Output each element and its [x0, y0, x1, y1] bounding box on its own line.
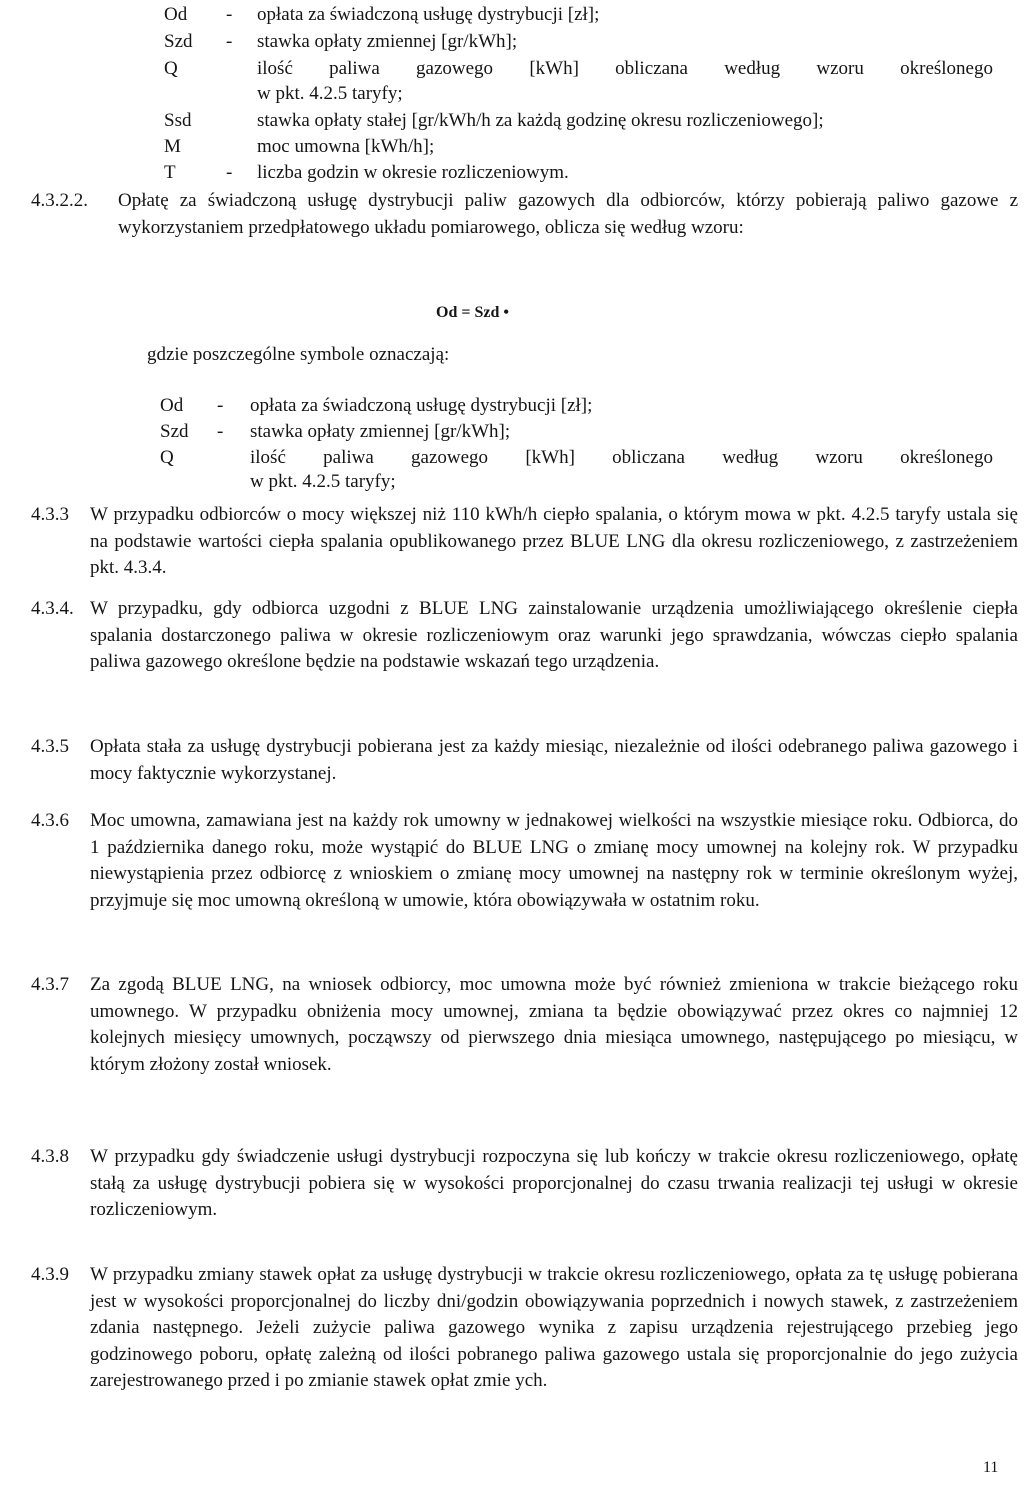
- section-number: 4.3.3: [31, 504, 69, 525]
- def-text: opłata za świadczoną usługę dystrybucji [zł];: [257, 4, 600, 25]
- def-symbol: Q: [164, 58, 178, 79]
- section-text: Opłata stała za usługę dystrybucji pobierana jest za każdy miesiąc, niezależnie od ilości odebranego paliwa gazowego i mocy faktycznie wykorzystanej.: [90, 736, 1018, 784]
- def-symbol: Szd: [160, 421, 189, 442]
- formula: Od = Szd •: [436, 304, 509, 321]
- def-dash: -: [226, 162, 233, 183]
- def-symbol: Szd: [164, 31, 193, 52]
- def-text: ilość paliwa gazowego [kWh] obliczana według wzoru określonego: [257, 58, 993, 79]
- section-text: Za zgodą BLUE LNG, na wniosek odbiorcy, moc umowna może być również zmieniona w trakcie bieżącego roku umownego. W przypadku obniżenia mocy umownej, zmiana ta będzie obowiązywać przez okres co najmniej 12 kolejnych miesięcy umownych, począwszy od pierwszego dnia miesiąca umownego, następującego po miesiącu, w którym złożony został wniosek.: [90, 974, 1018, 1075]
- def-symbol: T: [164, 162, 176, 183]
- where-clause: gdzie poszczególne symbole oznaczają:: [147, 344, 450, 365]
- def-text-continuation: w pkt. 4.2.5 taryfy;: [257, 83, 403, 104]
- def-text: stawka opłaty stałej [gr/kWh/h za każdą godzinę okresu rozliczeniowego];: [257, 110, 824, 131]
- def-text: ilość paliwa gazowego [kWh] obliczana według wzoru określonego: [250, 447, 993, 468]
- section-text: W przypadku zmiany stawek opłat za usługę dystrybucji w trakcie okresu rozliczeniowego, opłata za tę usługę pobierana jest w wysokości proporcjonalnej do liczby dni/godzin obowiązywania poprzednich i nowych stawek, z zastrzeżeniem zdania następnego. Jeżeli zużycie paliwa gazowego wynika z zapisu urządzenia rejestrującego przebieg jego godzinowego poboru, opłatę zależną od ilości pobranego paliwa gazowego ustala się proporcjonalnie do jego zużycia zarejestrowanego przed i po zmianie stawek opłat zmie ych.: [90, 1264, 1018, 1391]
- def-text: stawka opłaty zmiennej [gr/kWh];: [257, 31, 518, 52]
- def-symbol: Od: [164, 4, 188, 25]
- section-number: 4.3.4.: [31, 598, 74, 619]
- def-symbol: M: [164, 136, 181, 157]
- def-dash: -: [226, 4, 233, 25]
- def-dash: -: [217, 395, 224, 416]
- def-dash: -: [226, 31, 233, 52]
- section-number: 4.3.5: [31, 736, 69, 757]
- def-symbol: Q: [160, 447, 174, 468]
- def-text-continuation: w pkt. 4.2.5 taryfy;: [250, 471, 396, 492]
- def-symbol: Ssd: [164, 110, 192, 131]
- section-text: Opłatę za świadczoną usługę dystrybucji paliw gazowych dla odbiorców, którzy pobierają paliwo gazowe z wykorzystaniem przedpłatowego układu pomiarowego, oblicza się według wzoru:: [118, 190, 1018, 238]
- def-symbol: Od: [160, 395, 184, 416]
- page-number: 11: [983, 1459, 999, 1476]
- section-number: 4.3.8: [31, 1146, 69, 1167]
- def-text: moc umowna [kWh/h];: [257, 136, 435, 157]
- section-text: W przypadku odbiorców o mocy większej niż 110 kWh/h ciepło spalania, o którym mowa w pkt. 4.2.5 taryfy ustala się na podstawie wartości ciepła spalania opublikowanego przez BLUE LNG dla okresu rozliczeniowego, z zastrzeżeniem pkt. 4.3.4.: [90, 504, 1018, 578]
- section-number: 4.3.6: [31, 810, 69, 831]
- section-number: 4.3.7: [31, 974, 69, 995]
- section-number: 4.3.2.2.: [31, 190, 88, 211]
- def-text: stawka opłaty zmiennej [gr/kWh];: [250, 421, 511, 442]
- section-text: Moc umowna, zamawiana jest na każdy rok umowny w jednakowej wielkości na wszystkie miesiące roku. Odbiorca, do 1 października danego roku, może wystąpić do BLUE LNG o zmianę mocy umownej na kolejny rok. W przypadku niewystąpienia przez odbiorcę z wnioskiem o zmianę mocy umownej na następny rok w terminie określonym wyżej, przyjmuje się moc umowną określoną w umowie, która obowiązywała w ostatnim roku.: [90, 810, 1018, 911]
- section-number: 4.3.9: [31, 1264, 69, 1285]
- section-text: W przypadku, gdy odbiorca uzgodni z BLUE LNG zainstalowanie urządzenia umożliwiającego określenie ciepła spalania dostarczonego paliwa w okresie rozliczeniowym oraz warunki jego sprawdzania, wówczas ciepło spalania paliwa gazowego określone będzie na podstawie wskazań tego urządzenia.: [90, 598, 1018, 672]
- def-text: liczba godzin w okresie rozliczeniowym.: [257, 162, 569, 183]
- def-text: opłata za świadczoną usługę dystrybucji [zł];: [250, 395, 593, 416]
- def-dash: -: [217, 421, 224, 442]
- section-text: W przypadku gdy świadczenie usługi dystrybucji rozpoczyna się lub kończy w trakcie okresu rozliczeniowego, opłatę stałą za usługę dystrybucji pobiera się w wysokości proporcjonalnej do czasu trwania realizacji tej usługi w okresie rozliczeniowym.: [90, 1146, 1018, 1220]
